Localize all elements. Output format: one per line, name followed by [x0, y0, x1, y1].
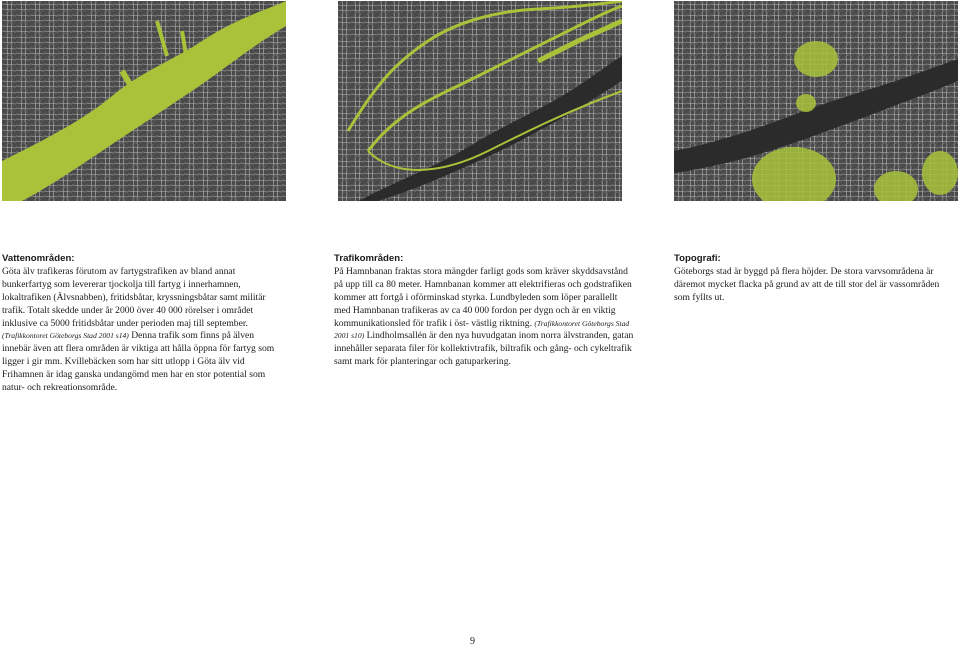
section-traffic-areas: [334, 253, 634, 369]
citation: (Trafikkontoret Göteborgs Stad 2001 s10): [334, 318, 630, 341]
map-topography: [674, 1, 958, 201]
section-heading: Trafikområden:: [334, 253, 404, 264]
section-water-areas: [2, 253, 282, 395]
body-text: Denna trafik som finns på älven innebär även att flera områden är viktiga att hålla öppna för fartyg som ligger i gir mm. Kvillebäcken som har sitt utlopp i Göta älv vid Frihamnen är idag ganska undangömd men har en stor potential som natur- och rekreationsområde.: [2, 330, 275, 394]
citation: (Trafikkontoret Göteborgs Stad 2001 s14): [2, 331, 129, 341]
body-text: Lindholmsallén är den nya huvudgatan inom norra älvstranden, gatan innehåller separata filer för kollektivtrafik, biltrafik och gång- och cykeltrafik samt mark för planteringar och gatuparkering.: [334, 330, 634, 368]
section-topography: [674, 253, 954, 305]
section-heading: Vattenområden:: [2, 253, 75, 264]
map-water-areas: [2, 1, 286, 201]
section-heading: Topografi:: [674, 253, 721, 264]
map-traffic-routes: [338, 1, 622, 201]
section-body: Göteborgs stad är byggd på flera höjder. De stora varvsområdena är däremot mycket flacka på grund av att de till stor del är vassområden som fyllts ut.: [674, 265, 940, 303]
section-body: [2, 266, 282, 395]
body-text: Göta älv trafikeras förutom av fartygstrafiken av bland annat bunkerfartyg som levererar tjockolja till fartyg i innerhamnen, lokaltrafiken (Älvsnabben), fritidsbåtar, kryssningsbåtar samt militär trafik. Totalt skedde under år 2000 över 40 000 rörelser i området inklusive ca 5000 fritidsbåtar under perioden maj till september.: [2, 265, 266, 329]
body-text: På Hamnbanan fraktas stora mängder farligt gods som kräver skyddsavstånd på upp till ca 80 meter. Hamnbanan kommer att elektrifieras och godstrafiken kommer att fortgå i oförminskad styrka. Lundbyleden som löper parallellt med Hamnbanan trafikeras av ca 40 000 fordon per dygn och är en viktig kommunikationsled för trafik i öst- västlig riktning.: [334, 265, 632, 329]
page-number: 9: [470, 636, 475, 647]
section-body: [334, 266, 634, 369]
